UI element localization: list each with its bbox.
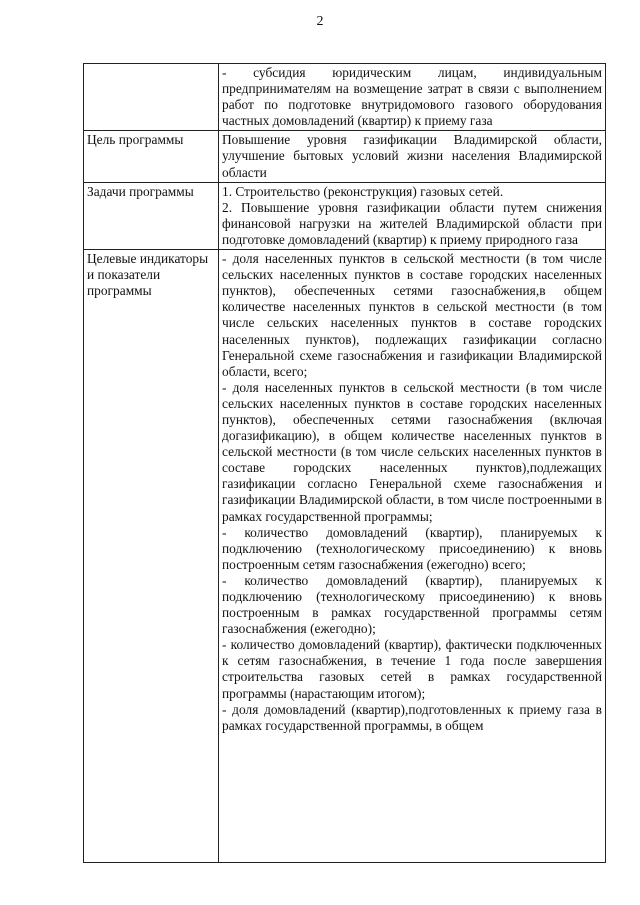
content-paragraph: Повышение уровня газификации Владимирской области, улучшение бытовых условий жизни населения Владимирской области [222, 132, 602, 180]
table-row [84, 64, 606, 131]
row-label [84, 64, 219, 131]
row-content [219, 182, 606, 249]
row-content-clip [222, 251, 602, 861]
program-passport-table [83, 63, 606, 863]
content-paragraph: - доля населенных пунктов в сельской местности (в том числе сельских населенных пунктов в составе городских населенных пунктов), обеспеченных сетями газоснабжения,в общем количестве населенных пунктов в сельской местности (в том числе сельских населенных пунктов в составе городских населенных пунктов), подлежащих газификации согласно Генеральной схеме газоснабжения и газификации Владимирской области, всего; [222, 251, 602, 379]
page-number: 2 [316, 14, 324, 29]
table-row [84, 131, 606, 182]
content-paragraph: - субсидия юридическим лицам, индивидуальным предпринимателям на возмещение затрат в связи с выполнением работ по подготовке внутридомового газового оборудования частных домовладений (квартир) к приему газа [222, 65, 602, 129]
content-paragraph: - количество домовладений (квартир), фактически подключенных к сетям газоснабжения, в течение 1 года после завершения строительства газовых сетей в рамках государственной программы (нарастающим итогом); [222, 637, 602, 701]
content-paragraph: - количество домовладений (квартир), планируемых к подключению (технологическому присоединению) к вновь построенным в рамках государственной программы сетям газоснабжения (ежегодно); [222, 572, 602, 637]
content-paragraph: - доля населенных пунктов в сельской местности (в том числе сельских населенных пунктов в составе городских населенных пунктов), обеспеченных сетями газоснабжения (включая догазификацию), в общем количестве населенных пунктов в сельской местности (в том числе сельских населенных пунктов в составе городских населенных пунктов),подлежащих газификации согласно Генеральной схеме газоснабжения и газификации Владимирской области, в том числе построенными в рамках государственной программы; [222, 379, 602, 524]
row-content [219, 131, 606, 182]
content-paragraph: 2. Повышение уровня газификации области путем снижения финансовой нагрузки на жителей Владимирской области при подготовке домовладений (квартир) к приему природного газа [222, 199, 602, 247]
row-label: Целевые индикаторы и показатели программы [84, 250, 219, 863]
row-content [219, 250, 606, 863]
content-paragraph: 1. Строительство (реконструкция) газовых сетей. [222, 183, 504, 199]
table-row [84, 182, 606, 249]
row-content [219, 64, 606, 131]
row-label: Задачи программы [84, 182, 219, 249]
content-paragraph: - доля домовладений (квартир),подготовленных к приему газа в рамках государственной программы, в общем [222, 701, 602, 733]
row-label: Цель программы [84, 131, 219, 182]
table-row [84, 250, 606, 863]
content-paragraph: - количество домовладений (квартир), планируемых к подключению (технологическому присоединению) к вновь построенным сетям газоснабжения (ежегодно) всего; [222, 524, 602, 572]
